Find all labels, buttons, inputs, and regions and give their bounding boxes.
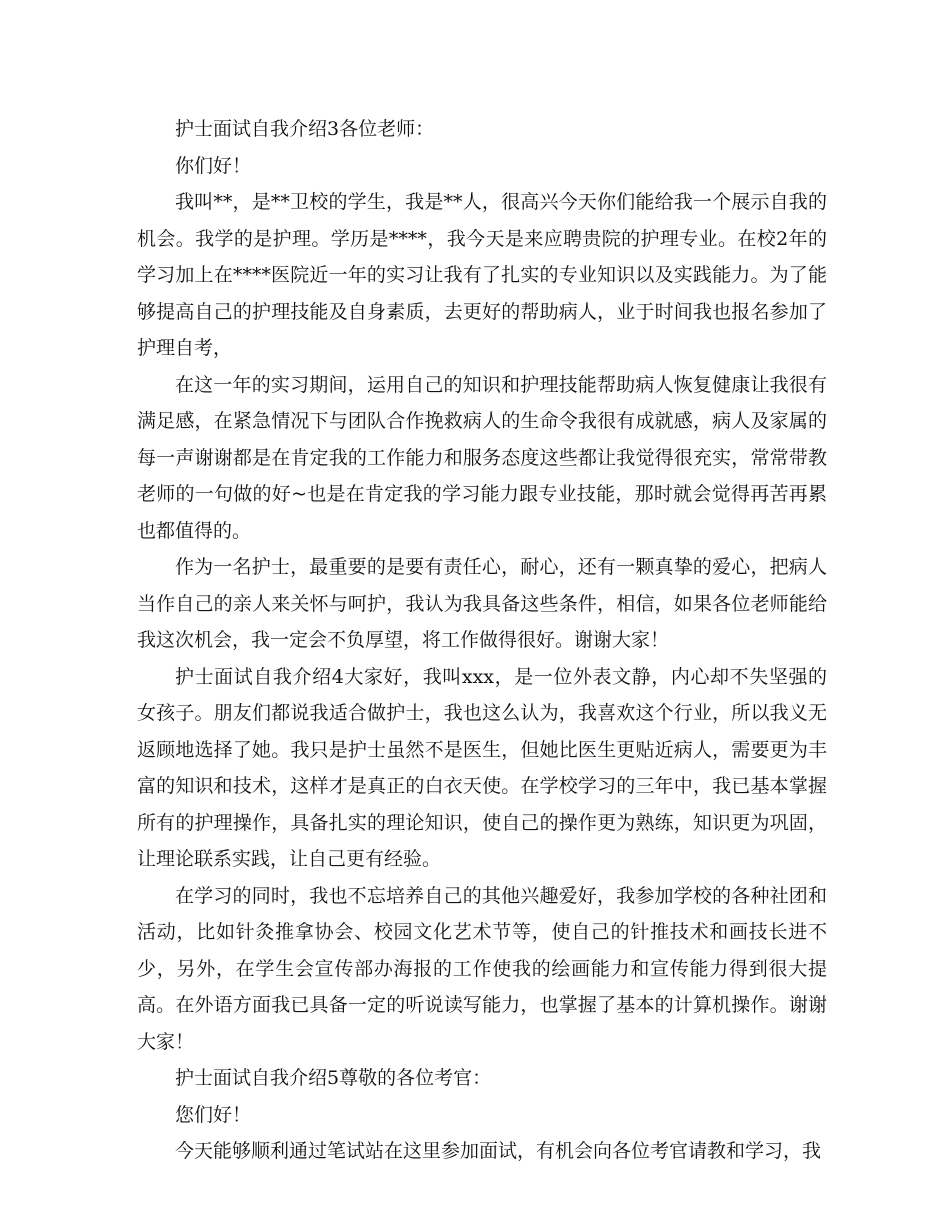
paragraph-greeting-2: 您们好！ [175,1103,252,1126]
document-body [137,111,827,1170]
paragraph-intro-4: 护士面试自我介绍4大家好，我叫xxx，是一位外表文静，内心却不失坚强的女孩子。朋友们都说我适合做护士，我也这么认为，我喜欢这个行业，所以我义无返顾地选择了她。我只是护士虽然不是医生，但她比医生更贴近病人，需要更为丰富的知识和技术，这样才是真正的白衣天使。在学校学习的三年中，我已基本掌握所有的护理操作，具备扎实的理论知识，使自己的操作更为熟练，知识更为巩固，让理论联系实践，让自己更有经验。 [137,665,827,870]
paragraph-hobbies: 在学习的同时，我也不忘培养自己的其他兴趣爱好，我参加学校的各种社团和活动，比如针灸推拿协会、校园文化艺术节等，使自己的针推技术和画技长进不少，另外，在学生会宣传部办海报的工作使我的绘画能力和宣传能力得到很大提高。在外语方面我已具备一定的听说读写能力，也掌握了基本的计算机操作。谢谢大家！ [137,884,827,1053]
paragraph-intro-5: 今天能够顺利通过笔试站在这里参加面试，有机会向各位考官请教和学习，我 [175,1140,822,1162]
paragraph-qualities: 作为一名护士，最重要的是要有责任心，耐心，还有一颗真挚的爱心，把病人当作自己的亲人来关怀与呵护，我认为我具备这些条件，相信，如果各位老师能给我这次机会，我一定会不负厚望，将工作做得很好。谢谢大家！ [137,556,827,651]
paragraph-greeting-1: 你们好！ [175,154,252,177]
paragraph-heading-3: 护士面试自我介绍3各位老师： [175,118,435,140]
paragraph-intro-self: 我叫**，是**卫校的学生，我是**人，很高兴今天你们能给我一个展示自我的机会。我学的是护理。学历是****，我今天是来应聘贵院的护理专业。在校2年的学习加上在****医院近一年的实习让我有了扎实的专业知识以及实践能力。为了能够提高自己的护理技能及自身素质，去更好的帮助病人，业于时间我也报名参加了护理自考， [137,191,827,359]
paragraph-heading-5: 护士面试自我介绍5尊敬的各位考官： [175,1067,492,1089]
paragraph-internship: 在这一年的实习期间，运用自己的知识和护理技能帮助病人恢复健康让我很有满足感，在紧急情况下与团队合作挽救病人的生命令我很有成就感，病人及家属的每一声谢谢都是在肯定我的工作能力和服务态度这些都让我觉得很充实，常常带教老师的一句做的好~也是在肯定我的学习能力跟专业技能，那时就会觉得再苦再累也都值得的。 [137,373,827,542]
